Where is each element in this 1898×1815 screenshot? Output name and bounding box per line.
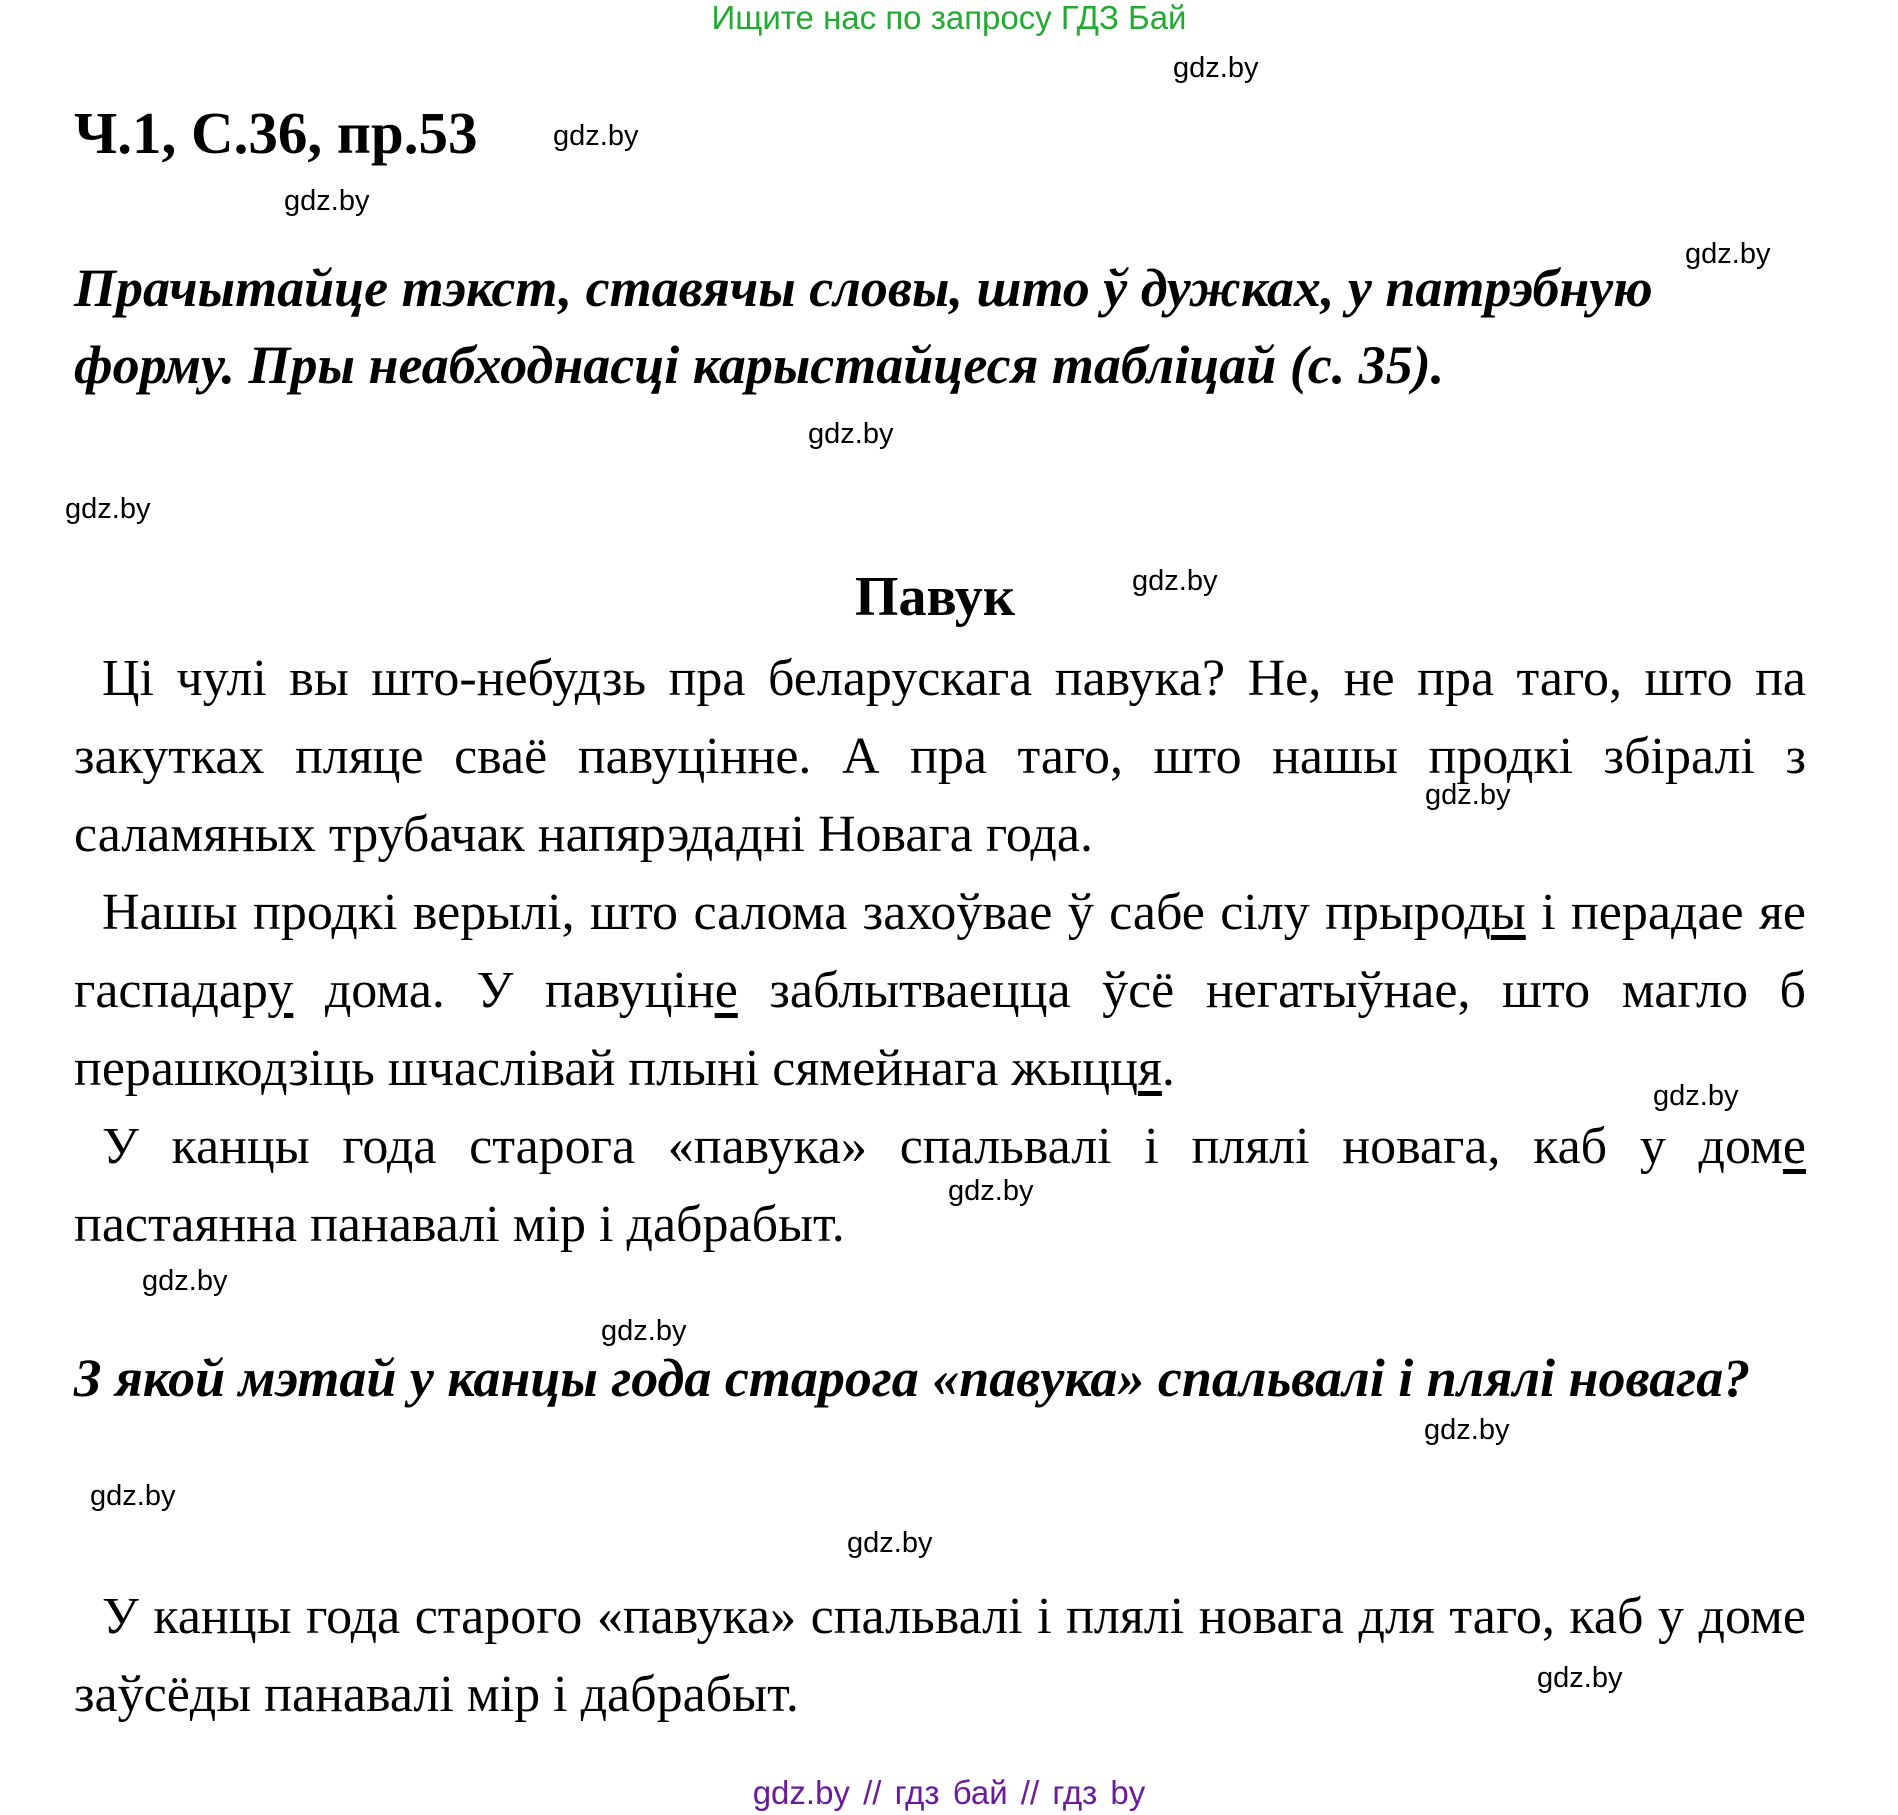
text-fragment: заблытваецца ўсё негатыўнае, што магло б перашкодзіць шчаслівай плыні сямейнага жыцц — [74, 962, 1806, 1097]
watermark: gdz.by — [1537, 1662, 1623, 1694]
underlined-ending: я — [1137, 1040, 1162, 1097]
footer-links: gdz.by // гдз бай // гдз by — [752, 1774, 1146, 1811]
text-fragment: і перадае яе гаспадар — [74, 884, 1806, 1019]
underlined-ending: ы — [1490, 884, 1526, 941]
story-paragraph-2 — [74, 874, 1806, 1108]
text-fragment: Нашы продкі верылі, што салома захоўвае ў сабе сілу прырод — [102, 884, 1491, 941]
watermark: gdz.by — [1425, 779, 1511, 811]
watermark: gdz.by — [948, 1175, 1034, 1207]
task-instruction: Прачытайце тэкст, ставячы словы, што ў дужках, у патрэбную форму. Пры неабходнасці карыстайцеся табліцай (с. 35). — [74, 258, 1653, 395]
watermark: gdz.by — [142, 1265, 228, 1297]
text-fragment: . — [1161, 1040, 1175, 1097]
watermark: gdz.by — [553, 120, 639, 152]
text-fragment: дома. У павуцін — [293, 962, 715, 1019]
promo-banner: Ищите нас по запросу ГДЗ Бай — [711, 0, 1187, 36]
exercise-heading: Ч.1, С.36, пр.53 — [74, 100, 478, 166]
text-fragment: пастаянна панавалі мір і дабрабыт. — [74, 1196, 845, 1253]
watermark: gdz.by — [1173, 52, 1259, 84]
answer: У канцы года старого «павука» спальвалі і плялі новага для таго, каб у доме заўсёды панавалі мір і дабрабыт. — [74, 1588, 1806, 1723]
watermark: gdz.by — [65, 493, 151, 525]
watermark: gdz.by — [1653, 1080, 1739, 1112]
watermark: gdz.by — [1685, 238, 1771, 270]
watermark: gdz.by — [847, 1527, 933, 1559]
underlined-ending: е — [714, 962, 738, 1019]
watermark: gdz.by — [1424, 1414, 1510, 1446]
story-title: Павук — [854, 566, 1016, 628]
underlined-ending: у — [267, 962, 294, 1019]
story-paragraph-1: Ці чулі вы што-небудзь пра беларускага павука? Не, не пра таго, што па закутках пляце сваё павуцінне. А пра таго, што нашы продкі збіралі з саламяных трубачак напярэдадні Новага года. — [74, 650, 1806, 863]
watermark: gdz.by — [601, 1315, 687, 1347]
question: З якой мэтай у канцы года старога «павука» спальвалі і плялі новага? — [74, 1348, 1751, 1408]
watermark: gdz.by — [90, 1480, 176, 1512]
text-fragment: У канцы года старога «павука» спальвалі і плялі новага, каб у дом — [102, 1118, 1783, 1175]
watermark: gdz.by — [1132, 565, 1218, 597]
story-paragraph-3 — [74, 1108, 1806, 1264]
watermark: gdz.by — [284, 185, 370, 217]
watermark: gdz.by — [808, 418, 894, 450]
underlined-ending: е — [1782, 1118, 1806, 1175]
